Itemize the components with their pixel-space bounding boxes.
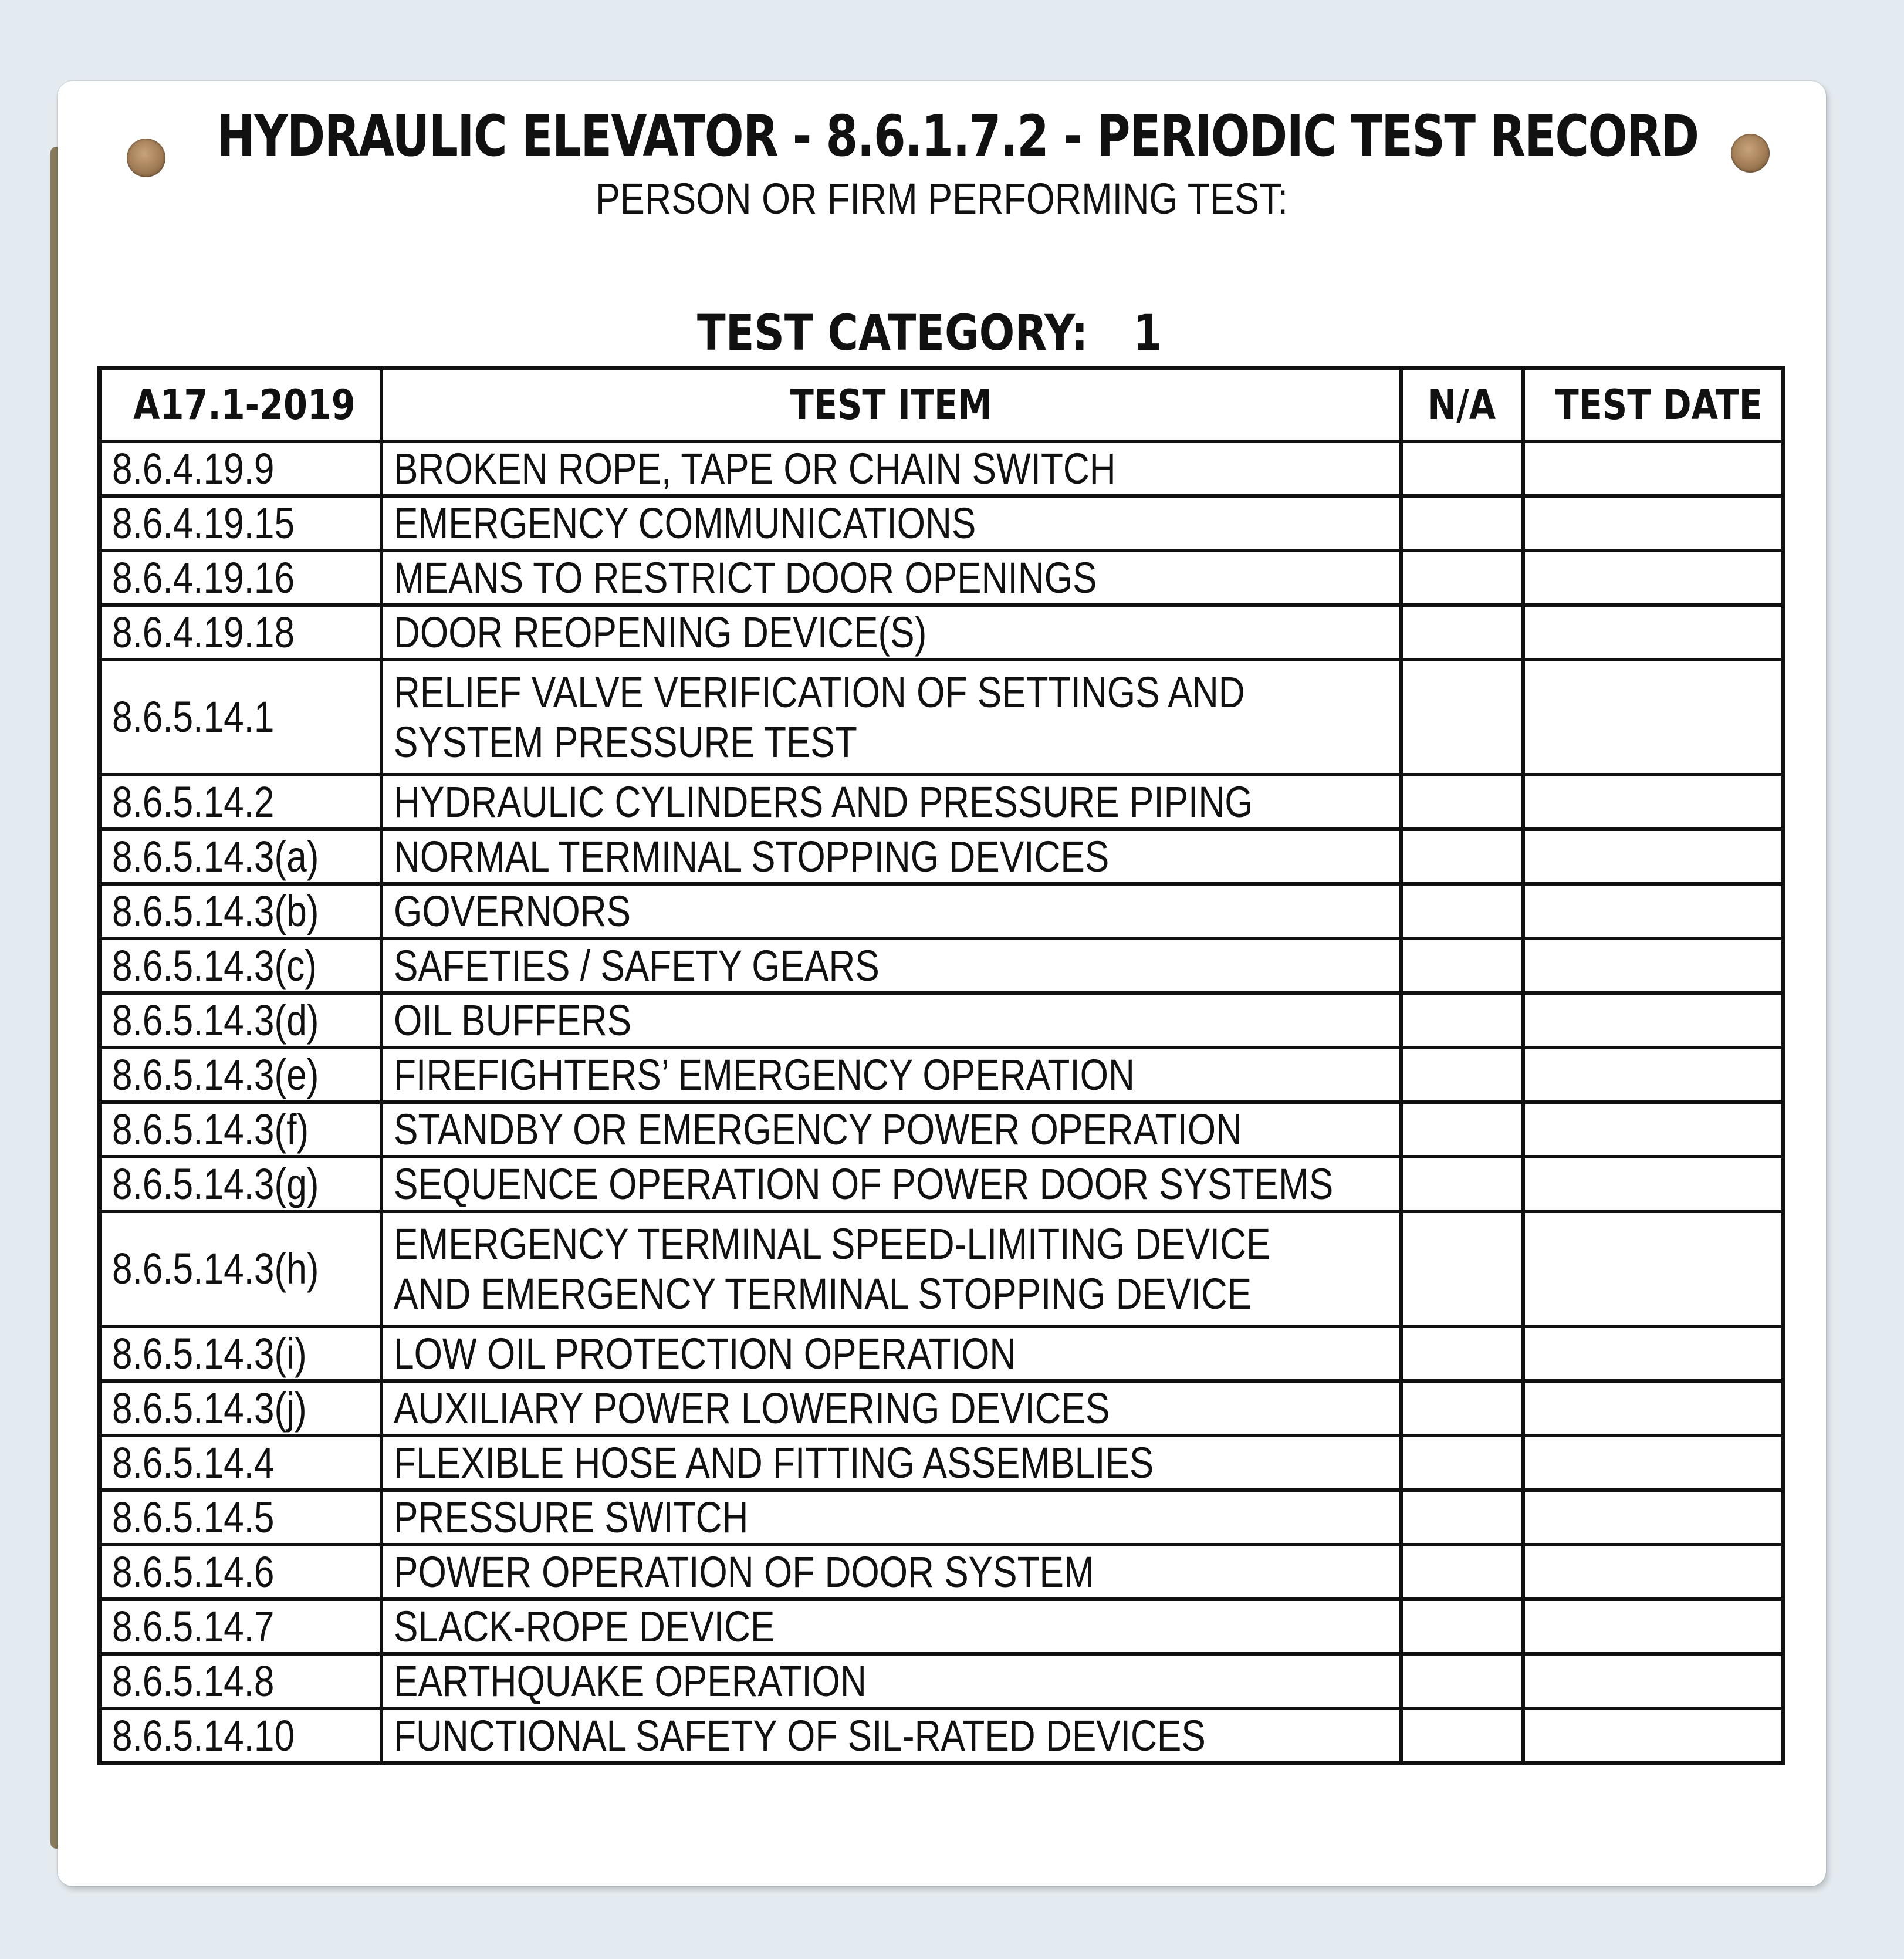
na-cell[interactable]: [1401, 1599, 1523, 1654]
section-code: 8.6.4.19.15: [100, 496, 381, 550]
section-code: 8.6.5.14.3(h): [100, 1211, 381, 1326]
table-row: [100, 1048, 1784, 1102]
test-date-cell[interactable]: [1523, 496, 1784, 550]
test-item: BROKEN ROPE, TAPE OR CHAIN SWITCH: [381, 441, 1401, 496]
test-item: SEQUENCE OPERATION OF POWER DOOR SYSTEMS: [381, 1157, 1401, 1211]
test-item: PRESSURE SWITCH: [381, 1490, 1401, 1545]
test-date-cell[interactable]: [1523, 938, 1784, 993]
test-date-cell[interactable]: [1523, 550, 1784, 605]
section-code: 8.6.5.14.7: [100, 1599, 381, 1654]
test-date-cell[interactable]: [1523, 1211, 1784, 1326]
test-item: FIREFIGHTERS’ EMERGENCY OPERATION: [381, 1048, 1401, 1102]
test-record-plate: [58, 81, 1826, 1886]
test-date-cell[interactable]: [1523, 1048, 1784, 1102]
table-row: [100, 605, 1784, 660]
table-row: [100, 1381, 1784, 1436]
plate-title: HYDRAULIC ELEVATOR - 8.6.1.7.2 - PERIODIC TEST RECORD: [217, 103, 1699, 169]
performer-label: PERSON OR FIRM PERFORMING TEST:: [595, 174, 1289, 223]
header-na: N/A: [1401, 369, 1523, 442]
section-code: 8.6.4.19.16: [100, 550, 381, 605]
test-item: STANDBY OR EMERGENCY POWER OPERATION: [381, 1102, 1401, 1157]
test-item: GOVERNORS: [381, 884, 1401, 938]
section-code: 8.6.5.14.3(f): [100, 1102, 381, 1157]
test-date-cell[interactable]: [1523, 993, 1784, 1048]
test-date-cell[interactable]: [1523, 441, 1784, 496]
table-row: [100, 993, 1784, 1048]
test-record-table: [97, 366, 1785, 1765]
header-code: A17.1-2019: [100, 369, 381, 442]
table-row: [100, 496, 1784, 550]
section-code: 8.6.5.14.3(b): [100, 884, 381, 938]
na-cell[interactable]: [1401, 1654, 1523, 1708]
test-item: DOOR REOPENING DEVICE(S): [381, 605, 1401, 660]
section-code: 8.6.5.14.10: [100, 1708, 381, 1764]
section-code: 8.6.4.19.9: [100, 441, 381, 496]
test-date-cell[interactable]: [1523, 1654, 1784, 1708]
test-item: FLEXIBLE HOSE AND FITTING ASSEMBLIES: [381, 1436, 1401, 1490]
table-row: [100, 1599, 1784, 1654]
table-row: [100, 1157, 1784, 1211]
table-row: [100, 1211, 1784, 1326]
test-date-cell[interactable]: [1523, 775, 1784, 829]
na-cell[interactable]: [1401, 1545, 1523, 1599]
section-code: 8.6.4.19.18: [100, 605, 381, 660]
header-test-date: TEST DATE: [1523, 369, 1784, 442]
test-date-cell[interactable]: [1523, 1708, 1784, 1764]
section-code: 8.6.5.14.3(j): [100, 1381, 381, 1436]
table-row: [100, 660, 1784, 775]
test-category: [697, 304, 1162, 362]
table-row: [100, 829, 1784, 884]
na-cell[interactable]: [1401, 993, 1523, 1048]
table-row: [100, 441, 1784, 496]
section-code: 8.6.5.14.3(g): [100, 1157, 381, 1211]
section-code: 8.6.5.14.2: [100, 775, 381, 829]
na-cell[interactable]: [1401, 1381, 1523, 1436]
section-code: 8.6.5.14.5: [100, 1490, 381, 1545]
na-cell[interactable]: [1401, 1211, 1523, 1326]
test-date-cell[interactable]: [1523, 1490, 1784, 1545]
table-row: [100, 1436, 1784, 1490]
test-date-cell[interactable]: [1523, 1599, 1784, 1654]
test-item: LOW OIL PROTECTION OPERATION: [381, 1326, 1401, 1381]
test-item: POWER OPERATION OF DOOR SYSTEM: [381, 1545, 1401, 1599]
test-date-cell[interactable]: [1523, 1102, 1784, 1157]
section-code: 8.6.5.14.6: [100, 1545, 381, 1599]
test-item: HYDRAULIC CYLINDERS AND PRESSURE PIPING: [381, 775, 1401, 829]
table-row: [100, 1102, 1784, 1157]
test-item: RELIEF VALVE VERIFICATION OF SETTINGS AND SYSTEM PRESSURE TEST: [381, 660, 1401, 775]
test-item: MEANS TO RESTRICT DOOR OPENINGS: [381, 550, 1401, 605]
section-code: 8.6.5.14.3(i): [100, 1326, 381, 1381]
test-item: EMERGENCY TERMINAL SPEED-LIMITING DEVICE AND EMERGENCY TERMINAL STOPPING DEVICE: [381, 1211, 1401, 1326]
test-date-cell[interactable]: [1523, 1381, 1784, 1436]
na-cell[interactable]: [1401, 605, 1523, 660]
table-row: [100, 1490, 1784, 1545]
na-cell[interactable]: [1401, 1048, 1523, 1102]
na-cell[interactable]: [1401, 1708, 1523, 1764]
section-code: 8.6.5.14.3(d): [100, 993, 381, 1048]
section-code: 8.6.5.14.3(c): [100, 938, 381, 993]
test-item: FUNCTIONAL SAFETY OF SIL-RATED DEVICES: [381, 1708, 1401, 1764]
na-cell[interactable]: [1401, 550, 1523, 605]
test-category-value: 1: [1132, 304, 1162, 362]
test-date-cell[interactable]: [1523, 829, 1784, 884]
section-code: 8.6.5.14.1: [100, 660, 381, 775]
test-item: NORMAL TERMINAL STOPPING DEVICES: [381, 829, 1401, 884]
table-row: [100, 1708, 1784, 1764]
section-code: 8.6.5.14.3(a): [100, 829, 381, 884]
section-code: 8.6.5.14.8: [100, 1654, 381, 1708]
na-cell[interactable]: [1401, 441, 1523, 496]
na-cell[interactable]: [1401, 775, 1523, 829]
table-row: [100, 550, 1784, 605]
na-cell[interactable]: [1401, 496, 1523, 550]
na-cell[interactable]: [1401, 1490, 1523, 1545]
na-cell[interactable]: [1401, 660, 1523, 775]
table-header-row: [100, 369, 1784, 442]
table-row: [100, 1654, 1784, 1708]
test-category-label: TEST CATEGORY:: [697, 304, 1088, 362]
table-row: [100, 938, 1784, 993]
test-item: AUXILIARY POWER LOWERING DEVICES: [381, 1381, 1401, 1436]
section-code: 8.6.5.14.4: [100, 1436, 381, 1490]
test-date-cell[interactable]: [1523, 1545, 1784, 1599]
mounting-hole-left: [127, 139, 165, 177]
test-item: EMERGENCY COMMUNICATIONS: [381, 496, 1401, 550]
na-cell[interactable]: [1401, 1102, 1523, 1157]
test-date-cell[interactable]: [1523, 1157, 1784, 1211]
na-cell[interactable]: [1401, 1157, 1523, 1211]
test-item: SAFETIES / SAFETY GEARS: [381, 938, 1401, 993]
table-row: [100, 775, 1784, 829]
test-date-cell[interactable]: [1523, 605, 1784, 660]
test-date-cell[interactable]: [1523, 884, 1784, 938]
test-item: SLACK-ROPE DEVICE: [381, 1599, 1401, 1654]
header-test-item: TEST ITEM: [381, 369, 1401, 442]
na-cell[interactable]: [1401, 1326, 1523, 1381]
table-row: [100, 884, 1784, 938]
section-code: 8.6.5.14.3(e): [100, 1048, 381, 1102]
na-cell[interactable]: [1401, 938, 1523, 993]
na-cell[interactable]: [1401, 1436, 1523, 1490]
table-row: [100, 1545, 1784, 1599]
na-cell[interactable]: [1401, 829, 1523, 884]
na-cell[interactable]: [1401, 884, 1523, 938]
mounting-hole-right: [1731, 134, 1770, 173]
test-date-cell[interactable]: [1523, 1436, 1784, 1490]
test-item: OIL BUFFERS: [381, 993, 1401, 1048]
test-date-cell[interactable]: [1523, 1326, 1784, 1381]
test-item: EARTHQUAKE OPERATION: [381, 1654, 1401, 1708]
test-date-cell[interactable]: [1523, 660, 1784, 775]
table-row: [100, 1326, 1784, 1381]
